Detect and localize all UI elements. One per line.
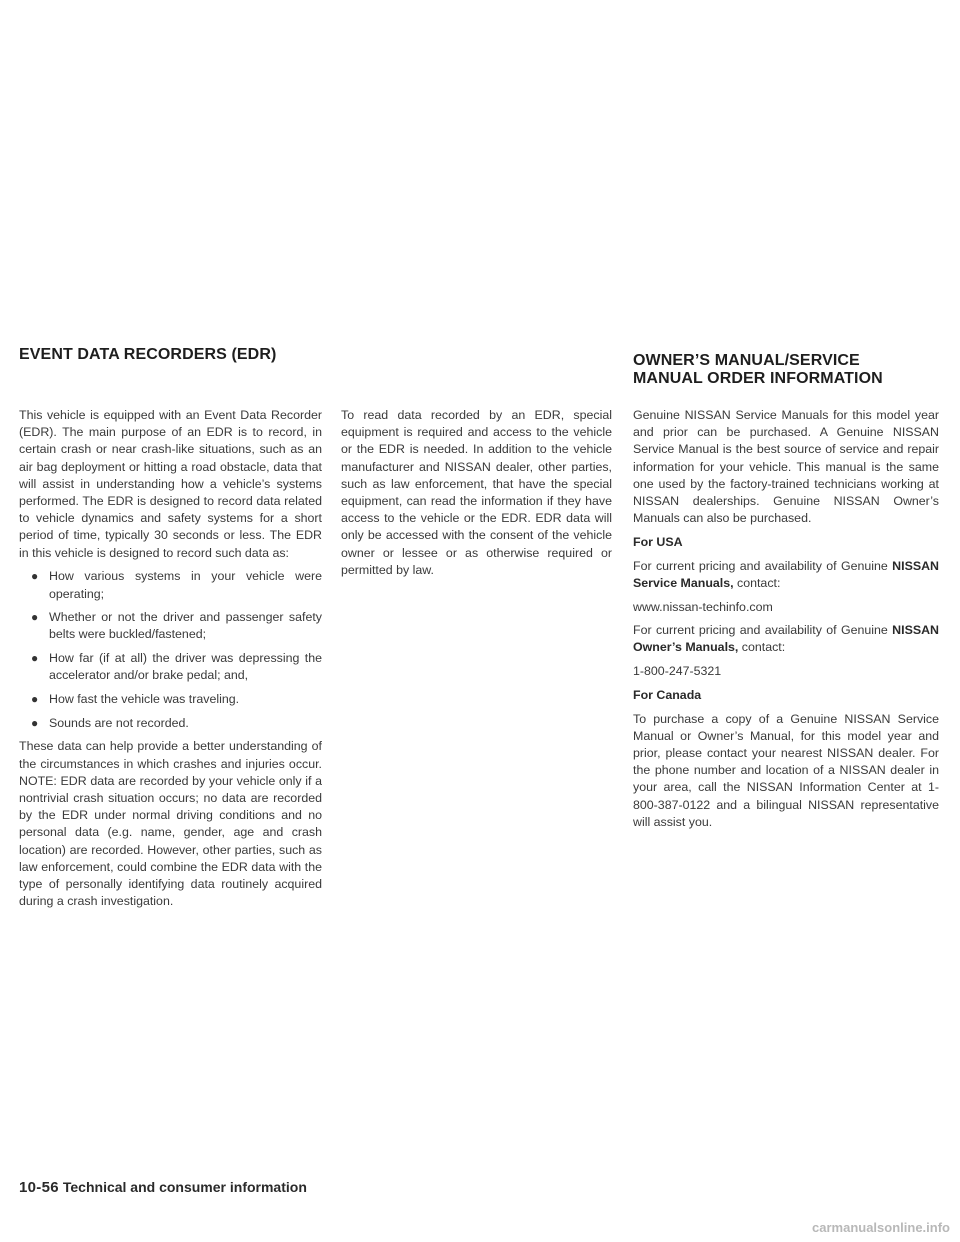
- column-2: [341, 407, 612, 586]
- canada-subheading: For Canada: [633, 687, 702, 702]
- usa-service-url: www.nissan-techinfo.com: [633, 599, 773, 614]
- chapter-title: Technical and consumer information: [62, 1179, 307, 1195]
- column-1: [19, 407, 322, 1000]
- list-item: ● Sounds are not recorded.: [19, 715, 322, 732]
- list-item: ● How fast the vehicle was traveling.: [19, 691, 322, 708]
- section-heading-manual-order: [633, 352, 953, 388]
- list-item: ● Whether or not the driver and passenger safety belts were buckled/fastened;: [31, 610, 322, 642]
- usa-owner-phone: 1-800-247-5321: [633, 664, 722, 679]
- bullet-icon: ●: [31, 651, 39, 666]
- bullet-icon: ●: [31, 610, 39, 625]
- heading-line-2: MANUAL ORDER INFORMATION: [633, 370, 883, 387]
- watermark: carmanualsonline.info: [812, 1220, 950, 1235]
- list-item: ● How far (if at all) the driver was depressing the accelerator and/or brake pedal; and,: [31, 651, 322, 683]
- manual-intro-paragraph: Genuine NISSAN Service Manuals for this model year and prior can be purchased. A Genuine NISSAN Service Manual is the best source of service and repair information for your vehicle. This manual is the same one used by the factory-trained technicians working at NISSAN dealerships. Genuine NISSAN Owner’s Manuals can also be purchased.: [633, 408, 939, 526]
- usa-subheading: For USA: [633, 534, 683, 549]
- usa-service-paragraph: For current pricing and availability of Genuine NISSAN Service Manuals, contact:: [633, 558, 939, 590]
- edr-read-paragraph: To read data recorded by an EDR, special equipment is required and access to the vehicle or the EDR is needed. In addition to the vehicle manufacturer and NISSAN dealer, other parties, such as law enforcement, that have the special equipment, can read the information if they have access to the vehicle or the EDR. EDR data will only be accessed with the consent of the vehicle owner or lessee or as otherwise required or permitted by law.: [341, 408, 612, 577]
- page-number: 10-56: [19, 1179, 59, 1196]
- edr-data-list: [19, 568, 322, 732]
- bullet-icon: ●: [31, 692, 39, 707]
- page-footer: [19, 1179, 307, 1197]
- heading-line-1: OWNER’S MANUAL/SERVICE: [633, 352, 860, 369]
- section-heading-edr: EVENT DATA RECORDERS (EDR): [19, 346, 277, 363]
- canada-paragraph: To purchase a copy of a Genuine NISSAN Service Manual or Owner’s Manual, for this model year and prior, please contact your nearest NISSAN dealer. For the phone number and location of a NISSAN dealer in your area, call the NISSAN Information Center at 1-800-387-0122 and a bilingual NISSAN representative will assist you.: [633, 711, 939, 829]
- column-3: [633, 407, 939, 837]
- usa-owner-paragraph: For current pricing and availability of Genuine NISSAN Owner’s Manuals, contact:: [633, 623, 939, 655]
- edr-after-paragraph: These data can help provide a better understanding of the circumstances in which crashes and injuries occur. NOTE: EDR data are recorded by your vehicle only if a nontrivial crash situation occurs; no data are recorded by the EDR under normal driving conditions and no personal data (e.g. name, gender, age and crash location) are recorded. However, other parties, such as law enforcement, could combine the EDR data with the type of personally identifying data routinely acquired during a crash investigation.: [19, 739, 322, 909]
- list-item: ● How various systems in your vehicle were operating;: [31, 569, 322, 601]
- bullet-icon: ●: [31, 569, 39, 584]
- bullet-icon: ●: [31, 715, 39, 730]
- edr-intro-paragraph: This vehicle is equipped with an Event Data Recorder (EDR). The main purpose of an EDR is to record, in certain crash or near crash-like situations, such as an air bag deployment or hitting a road obstacle, data that will assist in understanding how a vehicle’s systems performed. The EDR is designed to record data related to vehicle dynamics and safety systems for a short period of time, typically 30 seconds or less. The EDR in this vehicle is designed to record such data as:: [19, 408, 322, 560]
